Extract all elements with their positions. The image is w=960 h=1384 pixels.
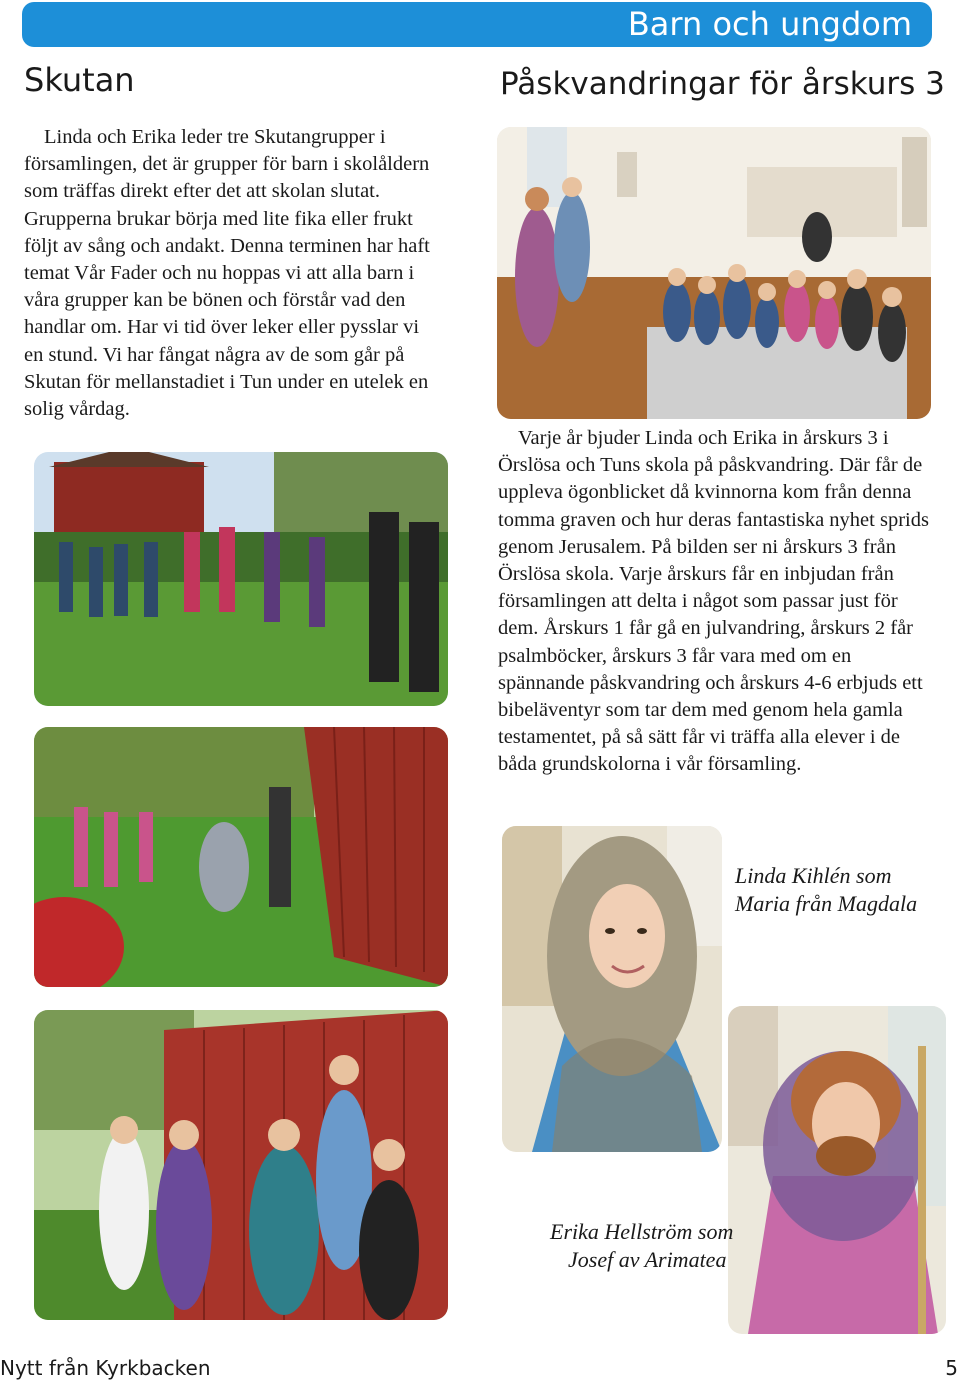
lawn-play-photo-1 xyxy=(34,452,448,706)
maria-caption-line-2: Maria från Magdala xyxy=(735,891,918,916)
skutan-title: Skutan xyxy=(24,61,135,99)
group-by-barn-photo xyxy=(34,1010,448,1320)
josef-portrait-photo xyxy=(728,1006,946,1334)
paskvandring-text xyxy=(498,425,938,779)
josef-caption-line-1: Erika Hellström som xyxy=(550,1219,734,1244)
church-group-photo xyxy=(497,127,931,419)
section-header-title: Barn och ungdom xyxy=(627,5,912,43)
skutan-text xyxy=(24,124,442,423)
josef-caption xyxy=(550,1218,733,1274)
skutan-paragraph: Linda och Erika leder tre Skutangrupper i församlingen, det är grupper för barn i skolåldern som träffas direkt efter det att skolan slutat. Grupperna brukar börja med lite fika eller frukt följt av sång och andakt. Denna terminen har haft temat Vår Fader och nu hoppas vi att alla barn i våra grupper kan be bönen och förstår vad den handlar om. Har vi tid över leker eller pysslar vi en stund. Vi har fångat några av de som går på Skutan för mellanstadiet i Tun under en utelek en solig vårdag. xyxy=(24,126,430,421)
maria-portrait-photo xyxy=(502,826,722,1152)
maria-caption-line-1: Linda Kihlén som xyxy=(735,863,892,888)
paskvandring-paragraph: Varje år bjuder Linda och Erika in årskurs 3 i Örslösa och Tuns skola på påskvandring. Där får de uppleva ögonblicket då kvinnorna kom från denna tomma graven och hur deras fantastiska nyhet sprids genom Jerusalem. På bilden ser ni årskurs 3 från Örslösa skola. Varje årskurs får en inbjudan från församlingen att delta i något som passar just för dem. Årskurs 1 får gå en julvandring, årskurs 2 får psalmböcker, årskurs 3 får vara med om en spännande påskvandring och årskurs 4-6 erbjuds ett bibeläventyr som tar dem med genom hela gamla testamentet, på så sätt får vi träffa alla elever i de båda grundskolorna i vår församling. xyxy=(498,427,929,776)
lawn-play-photo-2 xyxy=(34,727,448,987)
footer-publication: Nytt från Kyrkbacken xyxy=(0,1356,211,1380)
section-header-bar xyxy=(22,2,932,47)
footer-page-number: 5 xyxy=(945,1356,958,1380)
paskvandring-title: Påskvandringar för årskurs 3 xyxy=(500,66,945,102)
josef-caption-line-2: Josef av Arimatea xyxy=(568,1247,727,1272)
maria-caption xyxy=(735,862,917,918)
